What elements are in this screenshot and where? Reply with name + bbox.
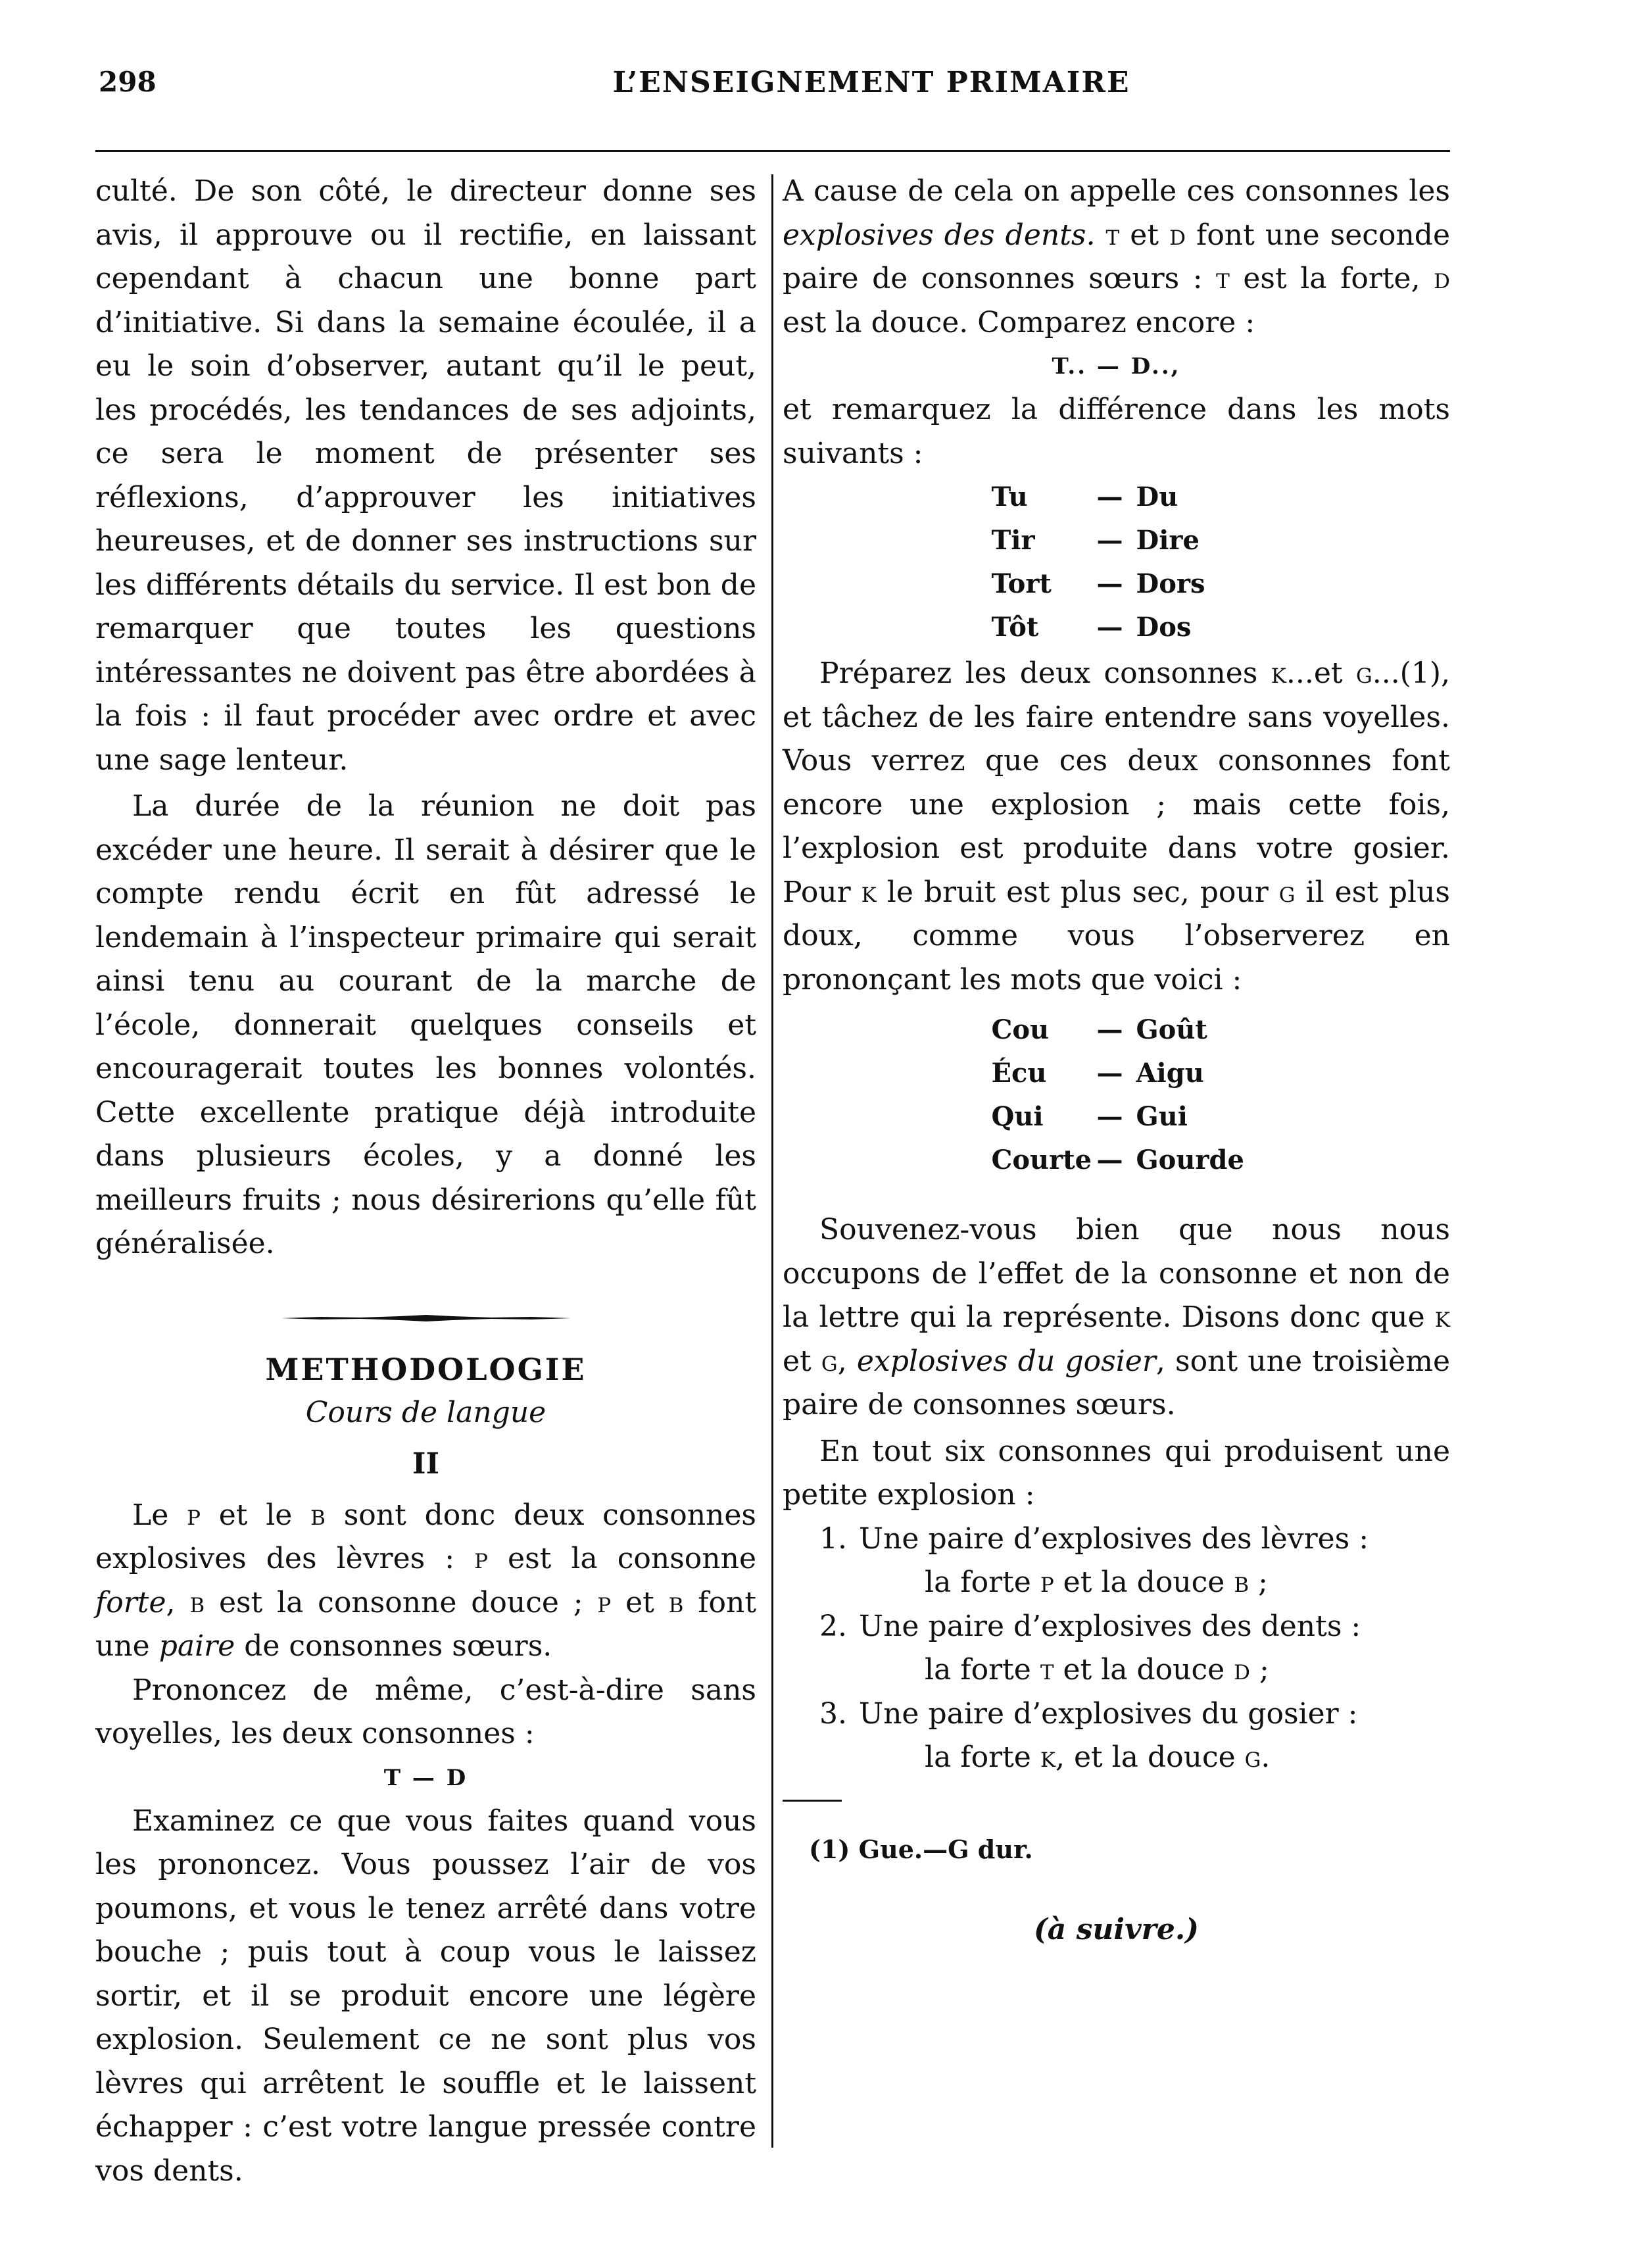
word-pair-list-td xyxy=(783,476,1450,649)
paragraph: Souvenez-vous bien que nous nous occupons de l’effet de la consonne et non de la lettre qui la représente. Disons donc que k et g, explosives du gosier, sont une troisième paire de consonnes sœurs. xyxy=(783,1213,1450,1421)
list-item-detail: la forte k, et la douce g. xyxy=(925,1740,1271,1774)
word-pair: Cou — Goût xyxy=(991,1014,1207,1045)
explosives-list xyxy=(783,1517,1450,1780)
ornament-divider xyxy=(281,1315,571,1321)
paragraph: et remarquez la différence dans les mots suivants : xyxy=(783,393,1450,470)
section-title: METHODOLOGIE xyxy=(265,1351,587,1387)
running-head: L’ENSEIGNEMENT PRIMAIRE xyxy=(612,66,1130,99)
consonant-pair-line: T.. — D.., xyxy=(1052,353,1181,380)
paragraph: A cause de cela on appelle ces consonnes les explosives des dents. t et d font une seconde paire de consonnes sœurs : t est la forte, d est la douce. Comparez encore : xyxy=(783,174,1450,339)
section-subtitle: Cours de langue xyxy=(305,1395,546,1429)
to-be-continued: (à suivre.) xyxy=(1033,1913,1199,1946)
footnote-rule xyxy=(783,1800,842,1802)
word-pair: Écu — Aigu xyxy=(991,1058,1204,1089)
word-pair: Tôt — Dos xyxy=(991,612,1192,643)
paragraph: culté. De son côté, le directeur donne ses avis, il approuve ou il rectifie, en laissant cependant à chacun une bonne part d’initiative. Si dans la semaine écoulée, il a eu le soin d’observer, autant qu’il le peut, les procédés, les tendances de ses adjoints, ce sera le moment de présenter ses réflexions, d’approuver les initiatives heureuses, et de donner ses instructions sur les différents détails du service. Il est bon de remarquer que toutes les questions intéressantes ne doivent pas être abordées à la fois : il faut procéder avec ordre et avec une sage lenteur. xyxy=(95,174,756,777)
list-item-detail: la forte p et la douce b ; xyxy=(925,1565,1268,1599)
word-pair: Courte — Gourde xyxy=(991,1145,1244,1175)
paragraph: La durée de la réunion ne doit pas excéder une heure. Il serait à désirer que le compte rendu écrit en fût adressé le lendemain à l’inspecteur primaire qui serait ainsi tenu au courant de la marche de l’école, donnerait quelques conseils et encouragerait toutes les bonnes volontés. Cette excellente pratique déjà introduite dans plusieurs écoles, y a donné les meilleurs fruits ; nous désirerions qu’elle fût généralisée. xyxy=(95,789,756,1260)
paragraph: Examinez ce que vous faites quand vous les prononcez. Vous poussez l’air de vos poumons, et vous le tenez arrêté dans votre bouche ; puis tout à coup vous le laissez sortir, et il se produit encore une légère explosion. Seulement ce ne sont plus vos lèvres qui arrêtent le souffle et le laissent échapper : c’est votre langue pressée contre vos dents. xyxy=(95,1804,756,2188)
page-number: 298 xyxy=(99,66,157,98)
list-item: 2. Une paire d’explosives des dents : xyxy=(819,1609,1361,1643)
paragraph: Préparez les deux consonnes k...et g...(1), et tâchez de les faire entendre sans voyelles. Vous verrez que ces deux consonnes font encore une explosion ; mais cette fois, l’explosion est produite dans votre gosier. Pour k le bruit est plus sec, pour g il est plus doux, comme vous l’observerez en prononçant les mots que voici : xyxy=(783,656,1451,997)
footnote: (1) Gue.—G dur. xyxy=(809,1834,1033,1864)
word-pair-list-kg xyxy=(783,1008,1450,1182)
word-pair: Tir — Dire xyxy=(991,525,1200,556)
word-pair: Qui — Gui xyxy=(991,1101,1188,1132)
right-column xyxy=(783,170,1450,1952)
column-divider xyxy=(771,174,773,2148)
list-item-detail: la forte t et la douce d ; xyxy=(925,1653,1269,1687)
page-header xyxy=(0,66,1625,118)
list-item: 3. Une paire d’explosives du gosier : xyxy=(819,1696,1358,1731)
left-column xyxy=(95,170,756,2193)
word-pair: Tort — Dors xyxy=(991,568,1205,599)
list-item: 1. Une paire d’explosives des lèvres : xyxy=(819,1521,1369,1556)
paragraph: En tout six consonnes qui produisent une petite explosion : xyxy=(783,1434,1450,1512)
word-pair: Tu — Du xyxy=(991,481,1178,512)
header-rule xyxy=(95,150,1450,152)
paragraph: Prononcez de même, c’est-à-dire sans voyelles, les deux consonnes : xyxy=(95,1673,756,1750)
consonant-pair-line: T — D xyxy=(383,1764,468,1791)
section-numeral: II xyxy=(412,1446,440,1481)
paragraph: Le p et le b sont donc deux consonnes explosives des lèvres : p est la consonne forte, b est la consonne douce ; p et b font une paire de consonnes sœurs. xyxy=(95,1498,757,1663)
